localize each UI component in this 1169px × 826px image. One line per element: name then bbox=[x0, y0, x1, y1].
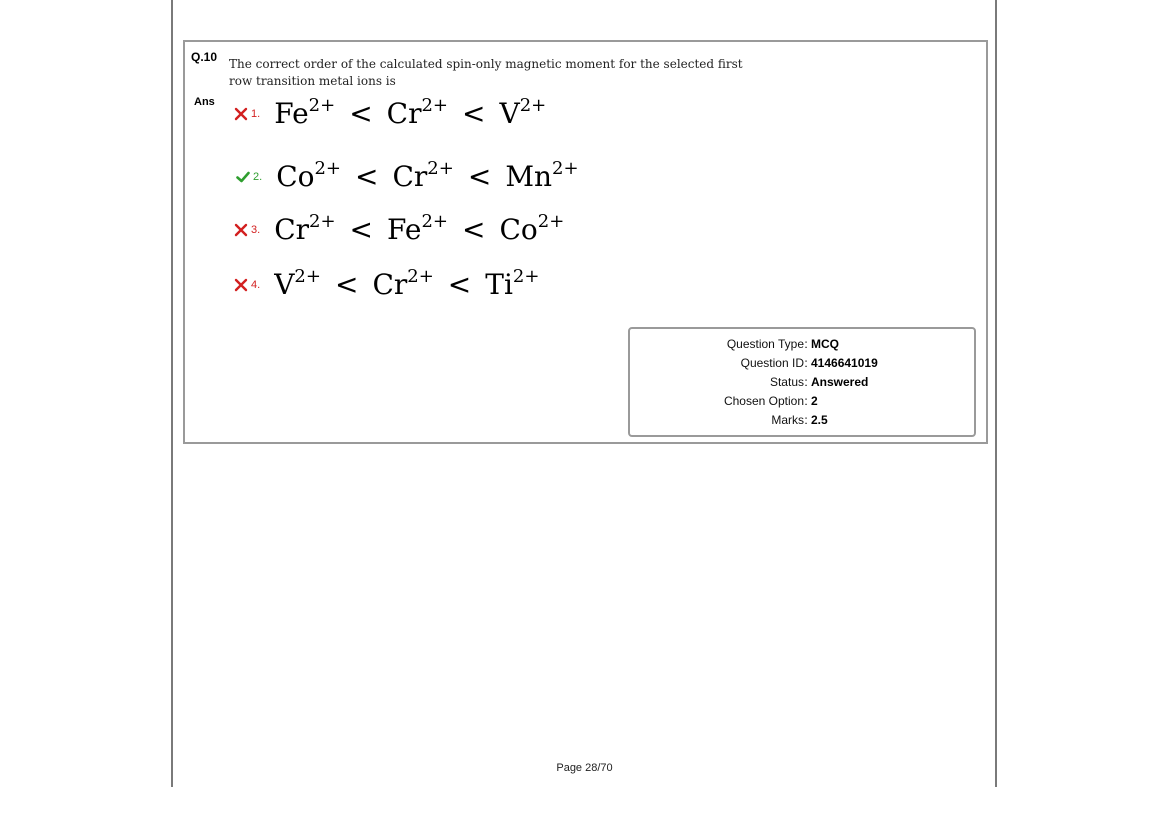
ion-symbol: V bbox=[274, 268, 295, 301]
ion-charge: 2+ bbox=[519, 95, 547, 116]
option-number: 2. bbox=[253, 170, 263, 183]
ion-symbol: Fe bbox=[274, 97, 309, 130]
ion-symbol: Ti bbox=[485, 268, 513, 301]
question-text-line-2: row transition metal ions is bbox=[229, 74, 396, 88]
ion-charge: 2+ bbox=[552, 158, 579, 179]
cross-icon bbox=[233, 222, 249, 238]
ion-charge: 2+ bbox=[407, 266, 434, 287]
info-key: Question ID bbox=[740, 356, 804, 370]
ion-charge: 2+ bbox=[308, 95, 336, 116]
question-info-box bbox=[628, 327, 976, 437]
option-4 bbox=[233, 268, 539, 301]
info-row-status bbox=[630, 375, 974, 394]
info-value: Answered bbox=[811, 375, 869, 389]
info-separator: : bbox=[804, 356, 808, 370]
option-formula bbox=[274, 213, 564, 246]
question-text bbox=[229, 56, 769, 90]
info-separator: : bbox=[804, 337, 808, 351]
option-1 bbox=[233, 97, 546, 130]
ion-symbol: Cr bbox=[372, 268, 408, 301]
info-value: 4146641019 bbox=[811, 356, 878, 370]
option-number: 4. bbox=[251, 278, 261, 291]
question-panel bbox=[183, 40, 988, 444]
ion-charge: 2+ bbox=[314, 158, 342, 179]
option-formula bbox=[274, 97, 546, 130]
less-than-operator: < bbox=[462, 97, 486, 130]
info-row-marks bbox=[630, 413, 974, 432]
info-key: Status bbox=[769, 375, 804, 389]
ion-symbol: Fe bbox=[387, 213, 422, 246]
ion-charge: 2+ bbox=[537, 211, 565, 232]
info-row-chosen-option bbox=[630, 394, 974, 413]
ion-charge: 2+ bbox=[427, 158, 454, 179]
cross-icon bbox=[233, 106, 249, 122]
option-number: 3. bbox=[251, 223, 261, 236]
ion-charge: 2+ bbox=[421, 211, 449, 232]
option-number: 1. bbox=[251, 107, 261, 120]
ion-symbol: Mn bbox=[505, 160, 553, 193]
info-value: MCQ bbox=[811, 337, 839, 351]
info-value: 2.5 bbox=[811, 413, 828, 427]
option-3 bbox=[233, 213, 564, 246]
info-key: Question Type bbox=[726, 337, 804, 351]
less-than-operator: < bbox=[467, 160, 492, 193]
less-than-operator: < bbox=[349, 213, 374, 246]
ion-symbol: Co bbox=[499, 213, 538, 246]
option-formula bbox=[276, 160, 578, 193]
less-than-operator: < bbox=[447, 268, 472, 301]
ion-charge: 2+ bbox=[512, 266, 540, 287]
info-separator: : bbox=[804, 375, 808, 389]
ion-symbol: Co bbox=[276, 160, 315, 193]
info-separator: : bbox=[804, 413, 808, 427]
check-icon bbox=[235, 169, 251, 185]
info-row-question-type bbox=[630, 337, 974, 356]
ion-symbol: V bbox=[499, 97, 520, 130]
answer-label: Ans bbox=[194, 96, 215, 108]
info-key: Marks bbox=[771, 413, 804, 427]
less-than-operator: < bbox=[462, 213, 486, 246]
cross-icon bbox=[233, 277, 249, 293]
info-row-question-id bbox=[630, 356, 974, 375]
ion-charge: 2+ bbox=[294, 266, 321, 287]
page-number: Page 28/70 bbox=[556, 762, 613, 774]
option-formula bbox=[274, 268, 539, 301]
less-than-operator: < bbox=[355, 160, 379, 193]
option-2 bbox=[235, 160, 579, 193]
question-text-line-1: The correct order of the calculated spin-only magnetic moment for the selected first bbox=[229, 57, 743, 71]
ion-charge: 2+ bbox=[309, 211, 336, 232]
ion-charge: 2+ bbox=[421, 95, 449, 116]
ion-symbol: Cr bbox=[392, 160, 428, 193]
info-value: 2 bbox=[811, 394, 818, 408]
ion-symbol: Cr bbox=[386, 97, 422, 130]
info-separator: : bbox=[804, 394, 808, 408]
less-than-operator: < bbox=[334, 268, 359, 301]
less-than-operator: < bbox=[349, 97, 373, 130]
question-number: Q.10 bbox=[191, 50, 218, 64]
ion-symbol: Cr bbox=[274, 213, 309, 246]
info-key: Chosen Option bbox=[723, 394, 804, 408]
